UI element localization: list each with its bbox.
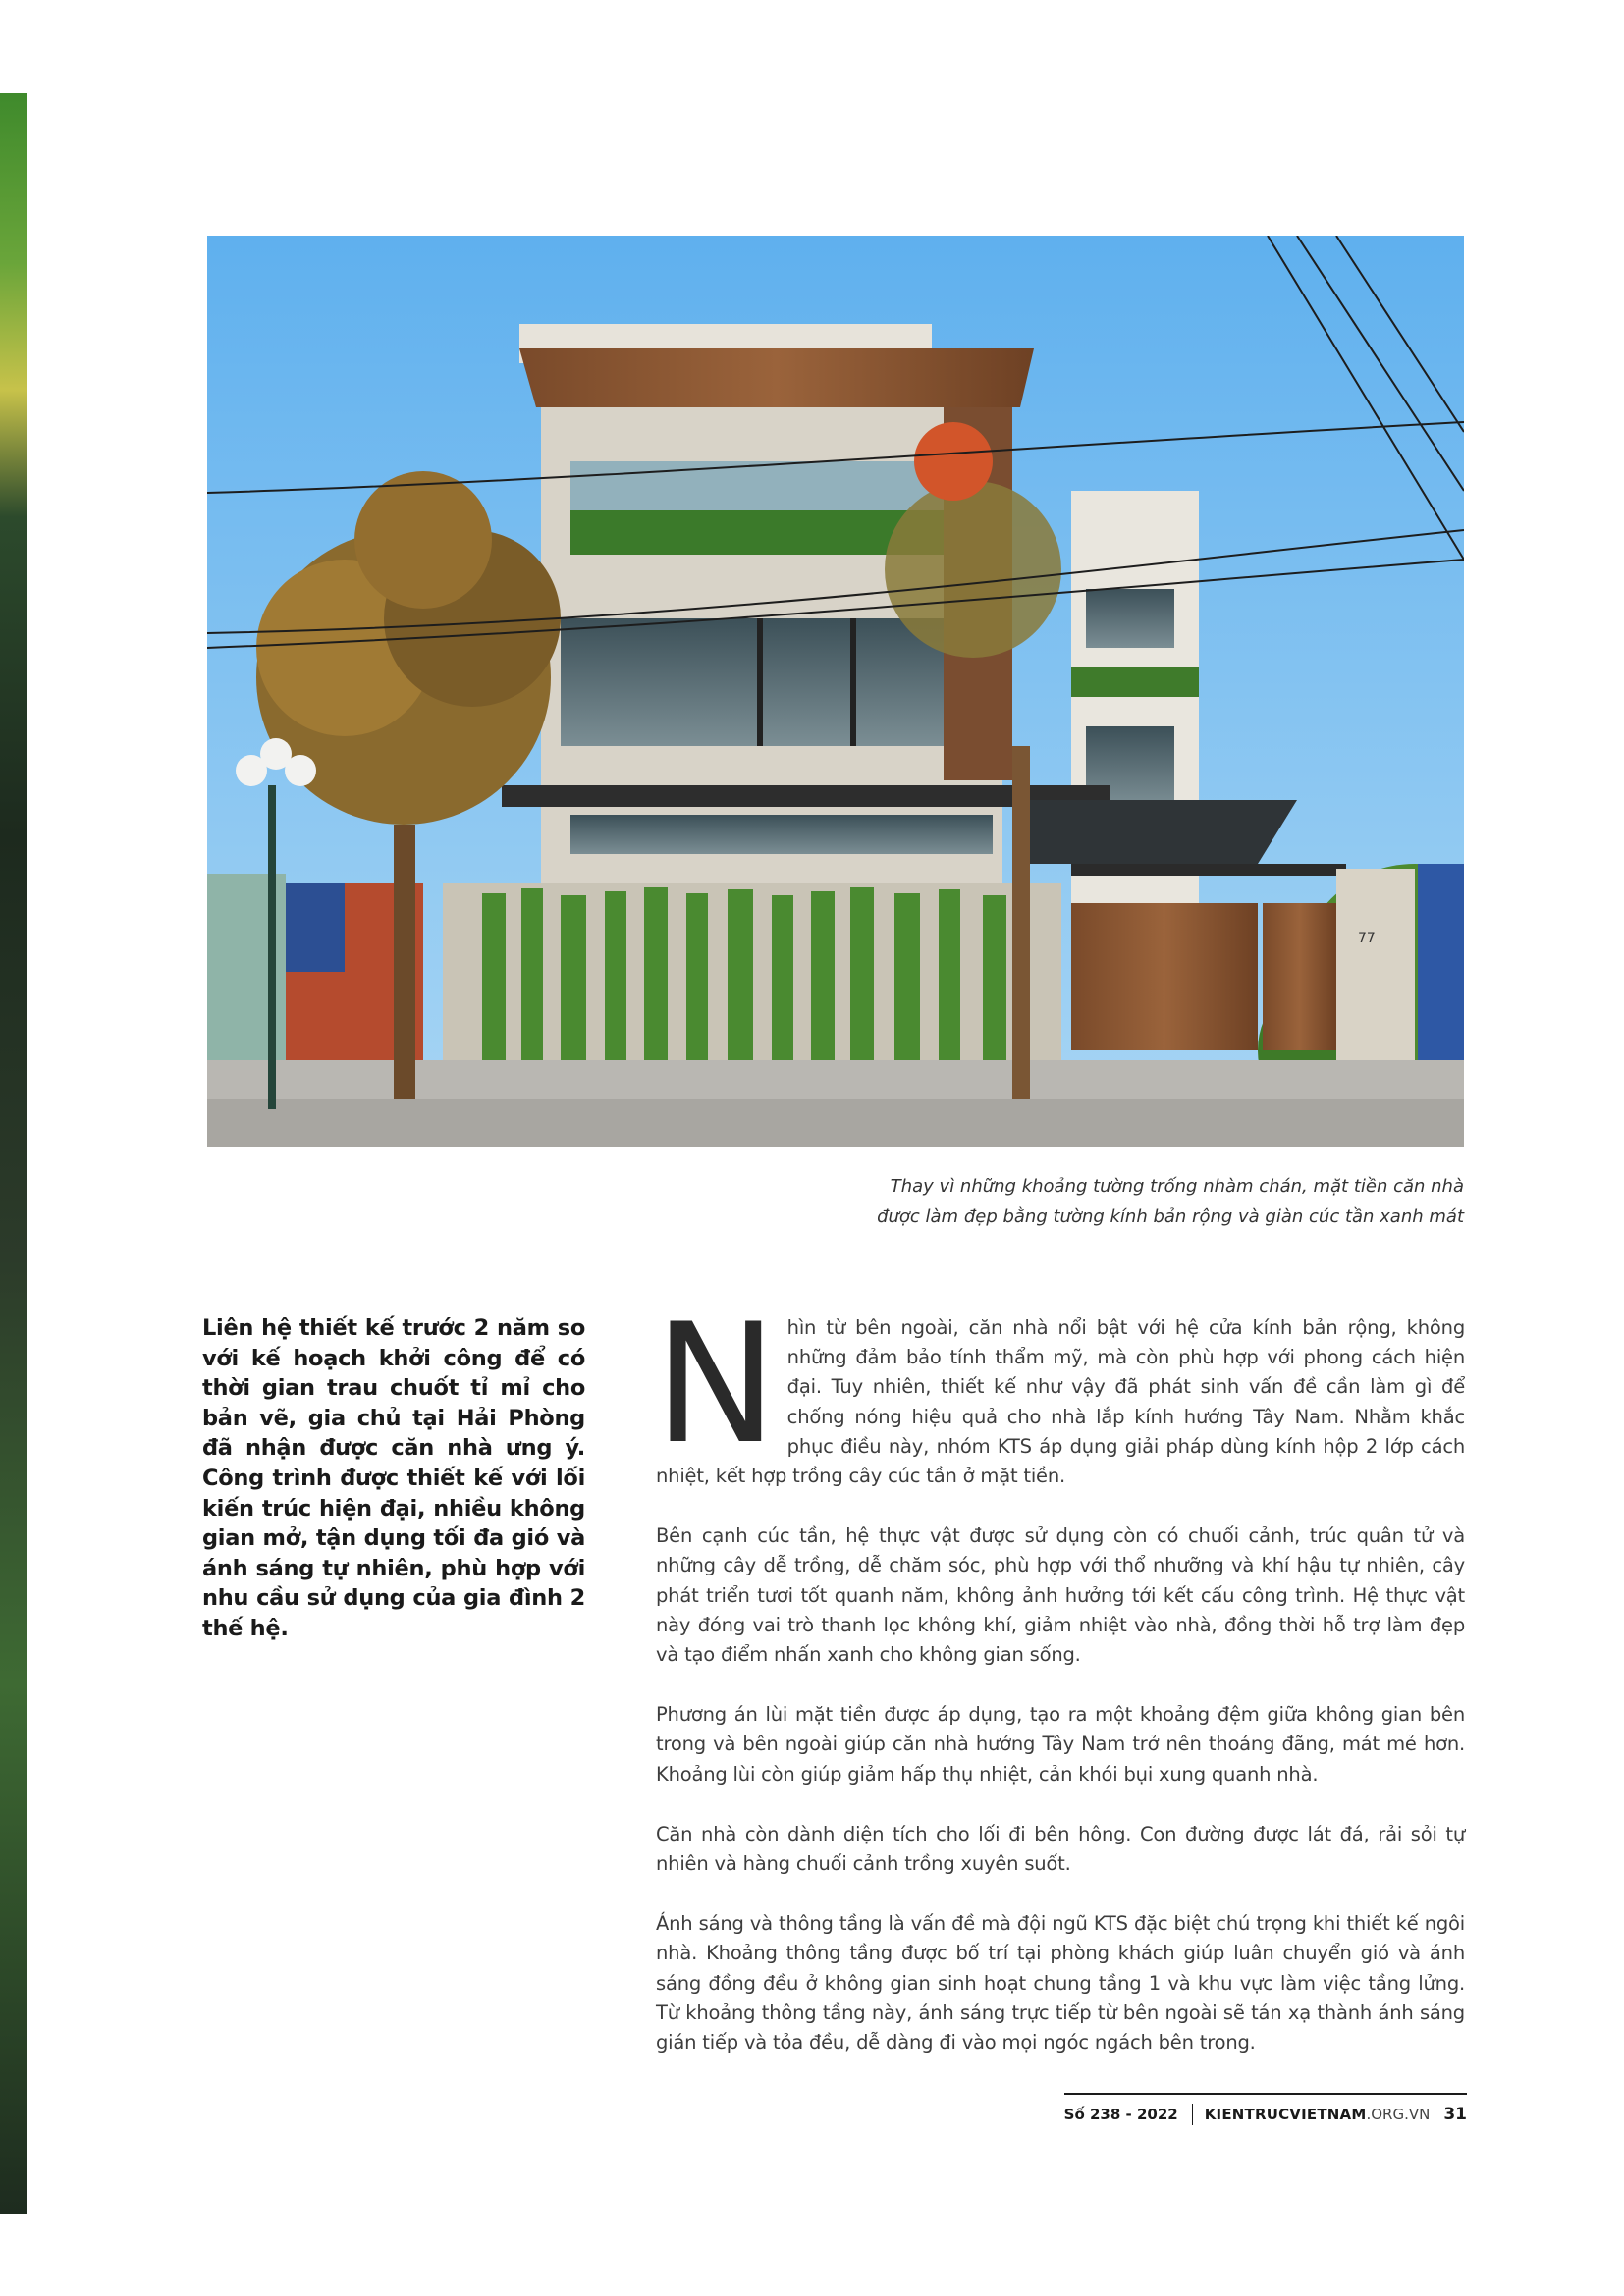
- paragraph-1: [654, 1288, 1465, 1491]
- paragraph-2: Bên cạnh cúc tần, hệ thực vật được sử dụng còn có chuối cảnh, trúc quân tử và những cây dễ trồng, dễ chăm sóc, phù hợp với thổ nhưỡng và khí hậu tự nhiên, cây phát triển tươi tốt quanh năm, không ảnh hưởng tới kết cấu công trình. Hệ thực vật này đóng vai trò thanh lọc không khí, giảm nhiệt vào nhà, đồng thời hỗ trợ làm đẹp và tạo điểm nhấn xanh cho không gian sống.: [656, 1524, 1465, 1667]
- article-body: [654, 1288, 1465, 2088]
- publication-brand: KIENTRUCVIETNAM: [1204, 2106, 1367, 2123]
- publication-domain-suffix: .ORG.VN: [1366, 2106, 1431, 2123]
- house-facade-photo: [207, 236, 1464, 1147]
- paragraph-1-text: hìn từ bên ngoài, căn nhà nổi bật với hệ cửa kính bản rộng, không những đảm bảo tính thẩm mỹ, mà còn phù hợp với phong cách hiện đại. Tuy nhiên, thiết kế như vậy đã phát sinh vấn đề cần làm gì để chống nóng hiệu quả cho nhà lắp kính hướng Tây Nam. Nhằm khắc phục điều này, nhóm KTS áp dụng giải pháp dùng kính hộp 2 lớp cách nhiệt, kết hợp trồng cây cúc tần ở mặt tiền.: [656, 1316, 1465, 1488]
- paragraph-4: Căn nhà còn dành diện tích cho lối đi bên hông. Con đường được lát đá, rải sỏi tự nhiên và hàng chuối cảnh trồng xuyên suốt.: [656, 1822, 1465, 1876]
- page-footer: [1064, 2093, 1467, 2128]
- lead-paragraph: Liên hệ thiết kế trước 2 năm so với kế hoạch khởi công để có thời gian trau chuốt tỉ mỉ cho bản vẽ, gia chủ tại Hải Phòng đã nhận được căn nhà ưng ý. Công trình được thiết kế với lối kiến trúc hiện đại, nhiều không gian mở, tận dụng tối đa gió và ánh sáng tự nhiên, phù hợp với nhu cầu sử dụng của gia đình 2 thế hệ.: [202, 1315, 585, 1641]
- left-edge-image-strip: [0, 93, 27, 2214]
- paragraph-5: Ánh sáng và thông tầng là vấn đề mà đội ngũ KTS đặc biệt chú trọng khi thiết kế ngôi nhà. Khoảng thông tầng được bố trí tại phòng khách giúp luân chuyển gió và ánh sáng đồng đều ở không gian sinh hoạt chung tầng 1 và khu vực làm việc tầng lửng. Từ khoảng thông tầng này, ánh sáng trực tiếp từ bên ngoài sẽ tán xạ thành ánh sáng gián tiếp và tỏa đều, dễ dàng đi vào mọi ngóc ngách bên trong.: [656, 1912, 1465, 2055]
- paragraph-3: Phương án lùi mặt tiền được áp dụng, tạo ra một khoảng đệm giữa không gian bên trong và bên ngoài giúp căn nhà hướng Tây Nam trở nên thoáng đãng, mát mẻ hơn. Khoảng lùi còn giúp giảm hấp thụ nhiệt, cản khói bụi xung quanh nhà.: [656, 1703, 1465, 1786]
- caption-line-2: được làm đẹp bằng tường kính bản rộng và giàn cúc tần xanh mát: [877, 1206, 1464, 1227]
- issue-number: Số 238 - 2022: [1063, 2106, 1178, 2123]
- photo-caption: [777, 1171, 1464, 1232]
- caption-line-1: Thay vì những khoảng tường trống nhàm chán, mặt tiền căn nhà: [890, 1176, 1464, 1197]
- drop-cap: N: [654, 1288, 772, 1480]
- page-number: 31: [1443, 2105, 1467, 2124]
- house-number: 77: [1358, 931, 1376, 946]
- footer-divider: [1192, 2104, 1193, 2125]
